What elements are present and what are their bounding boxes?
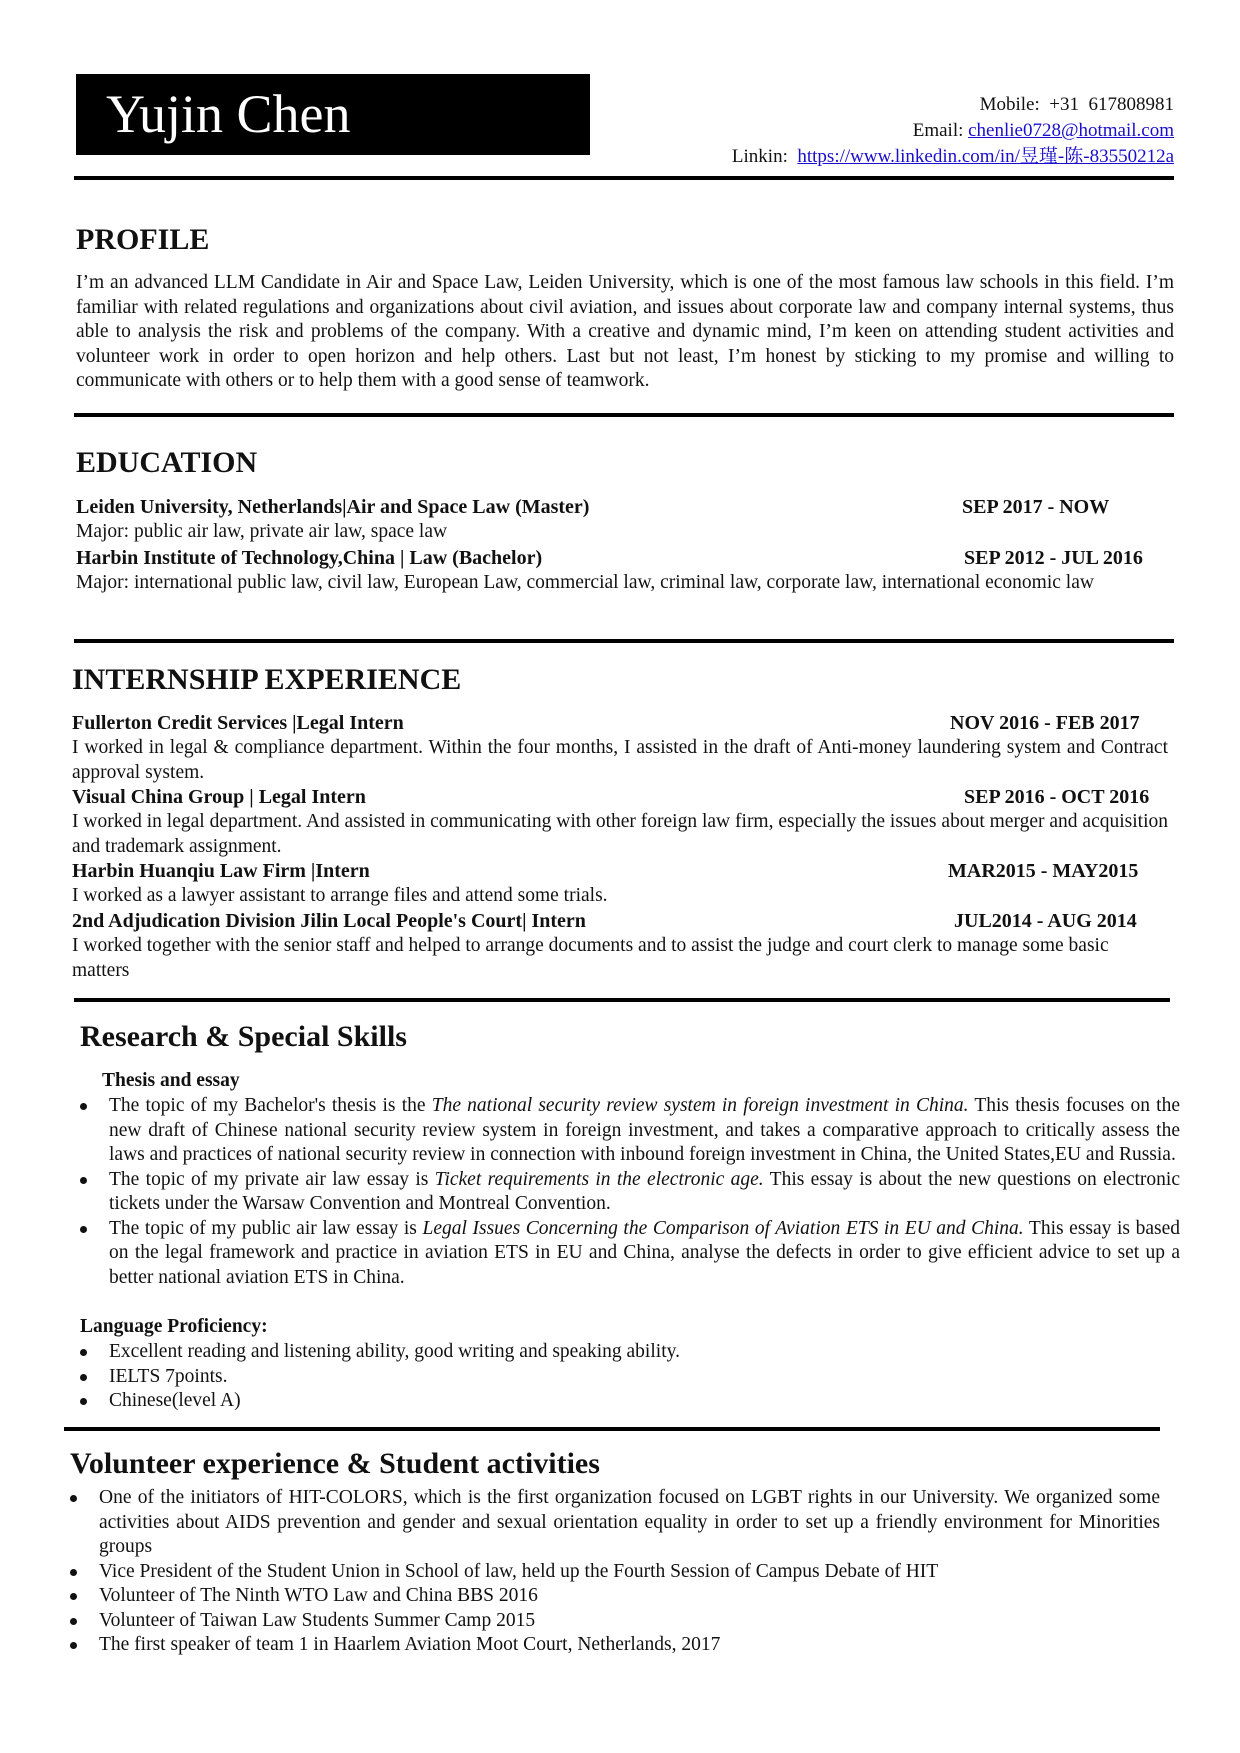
education-major: Major: public air law, private air law, space law: [76, 521, 448, 542]
volunteer-item: Vice President of the Student Union in School of law, held up the Fourth Session of Campus Debate of HIT: [99, 1560, 1160, 1585]
bullet-icon: [80, 1398, 87, 1405]
linkedin-link[interactable]: https://www.linkedin.com/in/昱瑾-陈-83550212a: [797, 146, 1174, 167]
education-major: Major: international public law, civil law, European Law, commercial law, criminal law, corporate law, international economic law: [76, 572, 1094, 593]
bullet-icon: [80, 1374, 87, 1381]
education-date: SEP 2017 - NOW: [962, 496, 1110, 518]
email-link[interactable]: chenlie0728@hotmail.com: [968, 120, 1174, 141]
bullet-icon: [70, 1593, 77, 1600]
research-heading: Research & Special Skills: [80, 1020, 407, 1053]
internship-desc: I worked together with the senior staff and helped to arrange documents and to assist the judge and court clerk to manage some basic matters: [72, 935, 1109, 981]
thesis-list: [109, 1094, 1180, 1290]
profile-heading: PROFILE: [76, 223, 210, 256]
contact-linkin: Linkin: https://www.linkedin.com/in/昱瑾-陈-83550212a: [731, 146, 1174, 167]
volunteer-item: Volunteer of The Ninth WTO Law and China BBS 2016: [99, 1584, 1160, 1609]
volunteer-heading: Volunteer experience & Student activities: [70, 1447, 600, 1480]
bullet-icon: [80, 1349, 87, 1356]
language-item: Chinese(level A): [109, 1389, 1180, 1414]
bullet-icon: [80, 1177, 87, 1184]
resume-name: Yujin Chen: [106, 84, 351, 144]
education-date: SEP 2012 - JUL 2016: [964, 547, 1143, 569]
bullet-icon: [80, 1103, 87, 1110]
education-school: Leiden University, Netherlands|Air and Space Law (Master): [76, 496, 590, 518]
internship-date: NOV 2016 - FEB 2017: [950, 712, 1140, 734]
bullet-icon: [70, 1618, 77, 1625]
volunteer-list: [99, 1486, 1160, 1658]
bullet-icon: [70, 1495, 77, 1502]
internship-date: JUL2014 - AUG 2014: [954, 910, 1137, 932]
thesis-item: The topic of my public air law essay is Legal Issues Concerning the Comparison of Aviation ETS in EU and China. This essay is based on the legal framework and practice in aviation ETS in EU and China, analyse the defects in order to give efficient advice to set up a better national aviation ETS in China.: [109, 1217, 1180, 1291]
volunteer-item: The first speaker of team 1 in Haarlem Aviation Moot Court, Netherlands, 2017: [99, 1633, 1160, 1658]
bullet-icon: [70, 1569, 77, 1576]
contact-mobile: Mobile: +31 617808981: [979, 94, 1174, 115]
language-item: IELTS 7points.: [109, 1365, 1180, 1390]
internship-date: MAR2015 - MAY2015: [948, 860, 1139, 882]
internship-desc: I worked in legal department. And assisted in communicating with other foreign law firm, especially the issues about merger and acquisition and trademark assignment.: [72, 811, 1168, 857]
internship-divider: [74, 998, 1170, 1002]
education-school: Harbin Institute of Technology,China | Law (Bachelor): [76, 547, 543, 569]
thesis-subheading: Thesis and essay: [102, 1070, 240, 1091]
name-banner: [76, 74, 590, 155]
contact-email: Email: chenlie0728@hotmail.com: [912, 120, 1174, 141]
internship-title: Harbin Huanqiu Law Firm |Intern: [72, 860, 370, 882]
volunteer-item: Volunteer of Taiwan Law Students Summer Camp 2015: [99, 1609, 1160, 1634]
thesis-item: The topic of my Bachelor's thesis is the The national security review system in foreign investment in China. This thesis focuses on the new draft of Chinese national security review system in foreign investment, and takes a comparative approach to critically assess the laws and practices of national security review in connection with inbound foreign investment in China, the United States,EU and Russia.: [109, 1094, 1180, 1168]
header-divider: [74, 176, 1174, 180]
internship-title: 2nd Adjudication Division Jilin Local People's Court| Intern: [72, 910, 586, 932]
internship-desc: I worked in legal & compliance department. Within the four months, I assisted in the draft of Anti-money laundering system and Contract approval system.: [72, 737, 1168, 783]
research-divider: [64, 1427, 1160, 1431]
internship-desc: I worked as a lawyer assistant to arrange files and attend some trials.: [72, 885, 608, 906]
thesis-item: The topic of my private air law essay is Ticket requirements in the electronic age. This essay is about the new questions on electronic tickets under the Warsaw Convention and Montreal Convention.: [109, 1168, 1180, 1217]
bullet-icon: [70, 1642, 77, 1649]
internship-title: Fullerton Credit Services |Legal Intern: [72, 712, 404, 734]
mobile-number: +31 617808981: [1049, 94, 1174, 115]
contact-block: [732, 92, 1174, 170]
internship-date: SEP 2016 - OCT 2016: [964, 786, 1150, 808]
internship-heading: INTERNSHIP EXPERIENCE: [72, 663, 462, 696]
profile-divider: [74, 413, 1174, 417]
bullet-icon: [80, 1226, 87, 1233]
language-subheading: Language Proficiency:: [80, 1316, 268, 1337]
profile-text: I’m an advanced LLM Candidate in Air and Space Law, Leiden University, which is one of the most famous law schools in this field. I’m familiar with related regulations and organizations about civil aviation, and issues about corporate law and company internal systems, thus able to analysis the risk and problems of the company. With a creative and dynamic mind, I’m keen on attending student activities and volunteer work in order to open horizon and help others. Last but not least, I’m honest by sticking to my promise and willing to communicate with others or to help them with a good sense of teamwork.: [76, 272, 1174, 391]
language-item: Excellent reading and listening ability, good writing and speaking ability.: [109, 1340, 1180, 1365]
language-list: [109, 1340, 1180, 1414]
internship-title: Visual China Group | Legal Intern: [72, 786, 366, 808]
volunteer-item: One of the initiators of HIT-COLORS, which is the first organization focused on LGBT rights in our University. We organized some activities about AIDS prevention and gender and sexual orientation equality in order to set up a friendly environment for Minorities groups: [99, 1486, 1160, 1560]
education-heading: EDUCATION: [76, 446, 258, 479]
education-divider: [74, 639, 1174, 643]
